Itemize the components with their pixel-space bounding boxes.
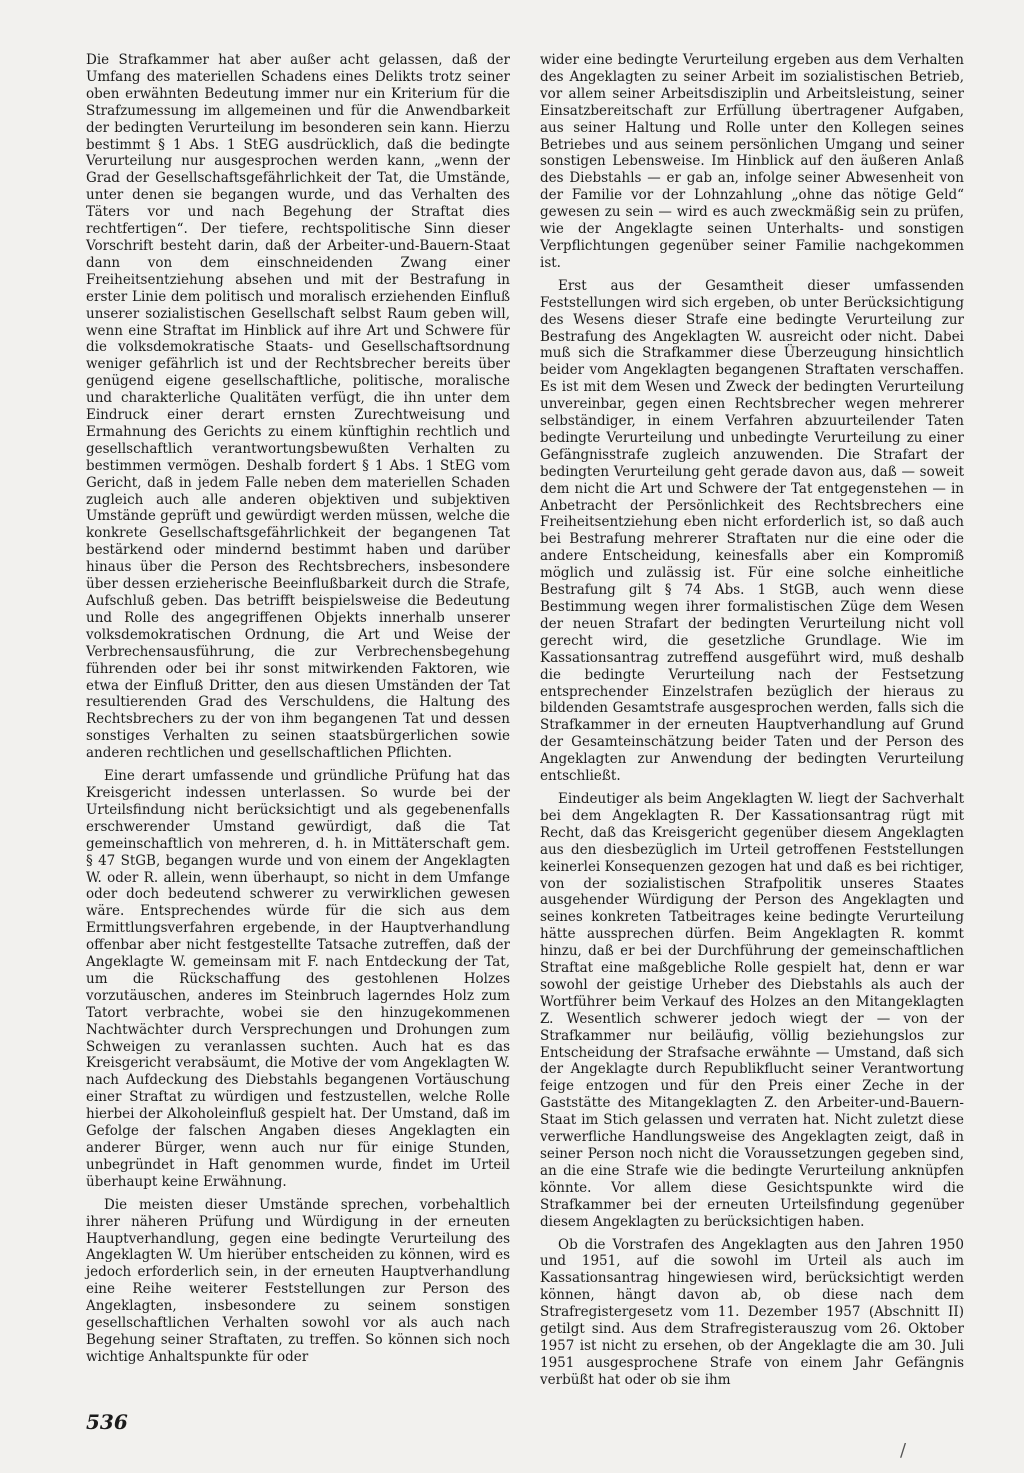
paragraph: Eine derart umfassende und gründliche Prüfung hat das Kreisgericht indessen unterlassen. So wurde bei der Urteilsfindung nicht berücksichtigt und als gegebenenfalls erschwerender Umstand gewürdigt, daß die Tat gemeinschaftlich von mehreren, d. h. in Mittäterschaft gem. § 47 StGB, begangen wurde und von einem der Angeklagten W. oder R. allein, wenn überhaupt, so nicht in dem Umfange oder doch bedeutend schwerer zu verwirklichen gewesen wäre. Entsprechendes würde für die sich aus dem Ermittlungsverfahren ergebende, in der Hauptverhandlung offenbar aber nicht festgestellte Tatsache zutreffen, daß der Angeklagte W. gemeinsam mit F. nach Entdeckung der Tat, um die Rückschaffung des gestohlenen Holzes vorzutäuschen, anderes im Steinbruch lagerndes Holz zum Tatort verbrachte, wobei sie den hinzugekommenen Nachtwächter durch Versprechungen und Drohungen zum Schweigen zu veranlassen suchten. Auch hat es das Kreisgericht verabsäumt, die Motive der vom Angeklagten W. nach Aufdeckung des Diebstahls begangenen Vortäuschung einer Straftat zu würdigen und festzustellen, welche Rolle hierbei der Alkoholeinfluß gespielt hat. Der Umstand, daß im Gefolge der falschen Angaben dieses Angeklagten ein anderer Bürger, wenn auch nur für einige Stunden, unbegründet in Haft genommen wurde, findet im Urteil überhaupt keine Erwähnung. (86, 768, 510, 1190)
page-number: 536 (86, 1410, 128, 1434)
paragraph: Die Strafkammer hat aber außer acht gelassen, daß der Umfang des materiellen Schadens eines Delikts trotz seiner oben erwähnten Bedeutung immer nur ein Kriterium für die Strafzumessung im allgemeinen und für die Anwendbarkeit der bedingten Verurteilung im besonderen sein kann. Hierzu bestimmt § 1 Abs. 1 StEG ausdrücklich, daß die bedingte Verurteilung nur ausgesprochen werden kann, „wenn der Grad der Gesellschaftsgefährlichkeit der Tat, die Umstände, unter denen sie begangen wurde, und das Verhalten des Täters vor und nach Begehung der Straftat dies rechtfertigen“. Der tiefere, rechtspolitische Sinn dieser Vorschrift besteht darin, daß der Arbeiter-und-Bauern-Staat dann von dem einschneidenden Zwang einer Freiheitsentziehung absehen und mit der Bestrafung in erster Linie dem politisch und moralisch erziehenden Einfluß unserer sozialistischen Gesellschaft selbst Raum geben will, wenn eine Straftat im Hinblick auf ihre Art und Schwere für die volksdemokratische Staats- und Gesellschaftsordnung weniger gefährlich ist und der Rechtsbrecher bereits über genügend eigene gesellschaftliche, politische, moralische und charakterliche Qualitäten verfügt, die ihn unter dem Eindruck einer derart ernsten Zurechtweisung und Ermahnung des Gerichts zu einem künftighin rechtlich und gesellschaftlich verantwortungsbewußten Verhalten zu bestimmen vermögen. Deshalb fordert § 1 Abs. 1 StEG vom Gericht, daß in jedem Falle neben dem materiellen Schaden zugleich auch alle anderen objektiven und subjektiven Umstände geprüft und gewürdigt werden müssen, welche die konkrete Gesellschaftsgefährlichkeit der begangenen Tat bestärkend oder mindernd bestimmt haben und darüber hinaus über die Person des Rechtsbrechers, insbesondere über dessen erzieherische Beeinflußbarkeit durch die Strafe, Aufschluß geben. Das betrifft beispielsweise die Bedeutung und Rolle des angegriffenen Objekts innerhalb unserer volksdemokratischen Ordnung, die Art und Weise der Verbrechensausführung, die zur Verbrechensbegehung führenden oder bei ihr sonst mitwirkenden Faktoren, wie etwa der Einfluß Dritter, den aus diesen Umständen der Tat resultierenden Grad des Verschuldens, die Haltung des Rechtsbrechers zu der von ihm begangenen Tat und dessen sonstiges Verhalten zu seinen staatsbürgerlichen sowie anderen rechtlichen und gesellschaftlichen Pflichten. (86, 52, 510, 762)
right-column (540, 52, 964, 1395)
paragraph: Die meisten dieser Umstände sprechen, vorbehaltlich ihrer näheren Prüfung und Würdigung in der erneuten Hauptverhandlung, gegen eine bedingte Verurteilung des Angeklagten W. Um hierüber entscheiden zu können, wird es jedoch erforderlich sein, in der erneuten Hauptverhandlung eine Reihe weiterer Feststellungen zur Person des Angeklagten, insbesondere zu seinem sonstigen gesellschaftlichen Verhalten sowohl vor als auch nach Begehung seiner Straftaten, zu treffen. So können sich noch wichtige Anhaltspunkte für oder (86, 1196, 510, 1365)
pen-mark: / (900, 1440, 907, 1461)
paragraph: Ob die Vorstrafen des Angeklagten aus den Jahren 1950 und 1951, auf die sowohl im Urteil als auch im Kassationsantrag hingewiesen wird, berücksichtigt werden können, hängt davon ab, ob diese nach dem Strafregistergesetz vom 11. Dezember 1957 (Abschnitt II) getilgt sind. Aus dem Strafregisterauszug vom 26. Oktober 1957 ist nicht zu ersehen, ob der Angeklagte die am 30. Juli 1951 ausgesprochene Strafe von einem Jahr Gefängnis verbüßt hat oder ob sie ihm (540, 1236, 964, 1388)
left-column (86, 52, 510, 1372)
paragraph: Erst aus der Gesamtheit dieser umfassenden Feststellungen wird sich ergeben, ob unter Berücksichtigung des Wesens dieser Strafe eine bedingte Verurteilung zur Bestrafung des Angeklagten W. ausreicht oder nicht. Dabei muß sich die Strafkammer diese Überzeugung hinsichtlich beider vom Angeklagten begangenen Straftaten verschaffen. Es ist mit dem Wesen und Zweck der bedingten Verurteilung unvereinbar, gegen einen Rechtsbrecher wegen mehrerer selbständiger, in einem Verfahren abzuurteilender Taten bedingte Verurteilung und unbedingte Verurteilung zu einer Gefängnisstrafe zugleich anzuwenden. Die Strafart der bedingten Verurteilung geht gerade davon aus, daß — soweit dem nicht die Art und Schwere der Tat entgegenstehen — in Anbetracht der Persönlichkeit des Rechtsbrechers eine Freiheitsentziehung eben nicht erforderlich ist, so daß auch bei Bestrafung mehrerer Straftaten nur die eine oder die andere Entscheidung, keinesfalls aber ein Kompromiß möglich und zulässig ist. Für eine solche einheitliche Bestrafung gilt § 74 Abs. 1 StGB, auch wenn diese Bestimmung wegen ihrer formalistischen Züge dem Wesen der neuen Strafart der bedingten Verurteilung nicht voll gerecht wird, die gesetzliche Grundlage. Wie im Kassationsantrag zutreffend ausgeführt wird, muß deshalb die bedingte Verurteilung nach der Festsetzung entsprechender Einzelstrafen bezüglich der hieraus zu bildenden Gesamtstrafe ausgesprochen werden, falls sich die Strafkammer in der erneuten Hauptverhandlung auf Grund der Gesamteinschätzung beider Taten und der Person des Angeklagten zur Anwendung der bedingten Verurteilung entschließt. (540, 277, 964, 785)
paragraph: wider eine bedingte Verurteilung ergeben aus dem Verhalten des Angeklagten zu seiner Arbeit im sozialistischen Betrieb, vor allem seiner Arbeitsdisziplin und Arbeitsleistung, seiner Einsatzbereitschaft zur Erfüllung übertragener Aufgaben, aus seiner Haltung und Rolle unter den Kollegen seines Betriebes und aus seinem persönlichen Umgang und seiner sonstigen Lebensweise. Im Hinblick auf den äußeren Anlaß des Diebstahls — er gab an, infolge seiner Abwesenheit von der Familie vor der Lohnzahlung „ohne das nötige Geld“ gewesen zu sein — wird es auch zweckmäßig sein zu prüfen, wie der Angeklagte seinen Unterhalts- und sonstigen Verpflichtungen gegenüber seiner Familie nachgekommen ist. (540, 52, 964, 271)
paragraph: Eindeutiger als beim Angeklagten W. liegt der Sachverhalt bei dem Angeklagten R. Der Kassationsantrag rügt mit Recht, daß das Kreisgericht gegenüber diesem Angeklagten aus den diesbezüglich im Urteil getroffenen Feststellungen keinerlei Konsequenzen gezogen hat und daß es bei richtiger, von der sozialistischen Strafpolitik unseres Staates ausgehender Würdigung der Person des Angeklagten und seines konkreten Tatbeitrages keine bedingte Verurteilung hätte aussprechen dürfen. Beim Angeklagten R. kommt hinzu, daß er bei der Durchführung der gemeinschaftlichen Straftat eine maßgebliche Rolle gespielt hat, denn er war sowohl der geistige Urheber des Diebstahls als auch der Wortführer beim Verkauf des Holzes an den Mitangeklagten Z. Wesentlich schwerer jedoch wiegt der — von der Strafkammer nur beiläufig, völlig beziehungslos zur Entscheidung der Strafsache erwähnte — Umstand, daß sich der Angeklagte durch Republikflucht seiner Verantwortung feige entzogen und für den Preis einer Zeche in der Gaststätte des Mitangeklagten Z. den Arbeiter-und-Bauern-Staat im Stich gelassen und verraten hat. Nicht zuletzt diese verwerfliche Handlungsweise des Angeklagten zeigt, daß in seiner Person noch nicht die Voraussetzungen gegeben sind, an die eine Strafe wie die bedingte Verurteilung anknüpfen könnte. Vor allem diese Gesichtspunkte wird die Strafkammer bei der erneuten Urteilsfindung gegenüber diesem Angeklagten zu berücksichtigen haben. (540, 790, 964, 1230)
